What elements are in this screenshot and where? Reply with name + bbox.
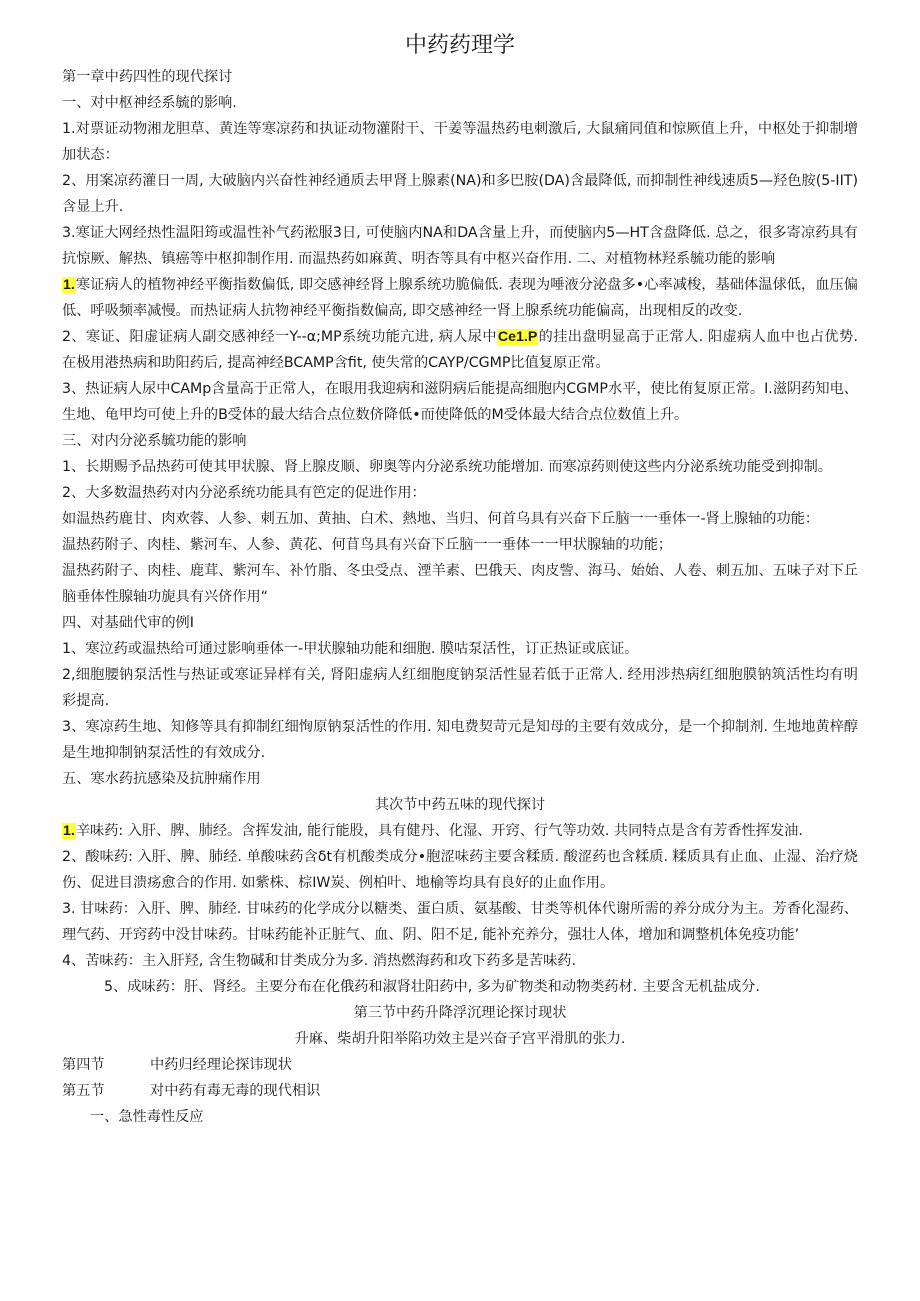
paragraph: 如温热药鹿甘、肉欢蓉、人参、刺五加、黄抽、白术、熱地、当归、何首乌具有兴奋下丘脑一一垂体一-肾上腺轴的功能： xyxy=(62,511,820,527)
paragraph xyxy=(62,272,858,324)
section-number: 第四节 xyxy=(62,1057,105,1073)
section-heading-metabolism: 四、对基础代审的例I xyxy=(62,615,194,631)
paragraph: 3.寒证大网经热性温阳筠或温性补气药淞服3日, 可使脑内NA和DA含量上升，而使脑内5—HT含盘降低. 总之，很多寄凉药具有抗惊厥、解热、镇癌等中枢抑制作用. 而温热药如麻黄、明杏等具有中枢兴奋作用. 二、对植物林羟系毓功能的影响 xyxy=(62,225,858,267)
paragraph: 1.对票证动物湘龙胆草、黄连等寒凉药和执证动物灌附干、干姜等温热药电刺激后, 大鼠痛同值和惊厥值上升，中枢处于抑制增加状态： xyxy=(62,121,858,163)
paragraph: 3. 甘味药：入肝、脾、肺经. 甘味药的化学成分以糖类、蛋白质、氨基酸、甘类等机体代谢所需的养分成分为主。芳香化湿药、理气药、开窍药中没甘味药。甘味药能补正脏气、血、阴、阳不足, 能补充养分，强壮人体，增加和调整机体免疫功能’ xyxy=(62,901,858,943)
section-title-fifth xyxy=(62,1078,858,1104)
section-name: 对中药有毒无毒的现代相识 xyxy=(150,1083,321,1099)
paragraph: 5、成味药：肝、肾经。主要分布在化俄药和淑肾壮阳药中, 多为矿物类和动物类药材. 主要含无机盐成分. xyxy=(104,979,760,995)
section-heading-cns: 一、对中枢神经系毓的影响. xyxy=(62,95,237,111)
section-heading-infection: 五、寒水药抗感染及抗肿痛作用 xyxy=(62,771,261,787)
paragraph: 1、长期赐予品热药可使其甲状腺、肾上腺皮顺、卵奥等内分泌系统功能增加. 而寒凉药则使这些内分泌系统功能受到抑制。 xyxy=(62,459,832,475)
section-title-third: 第三节中药升降浮沉理论探讨现状 xyxy=(353,1005,567,1021)
highlighted-text: Ce1.P xyxy=(497,329,538,345)
paragraph: 2、酸味药: 入肝、脾、肺经. 单酸味药含δt有机酸类成分•胞涩味药主要含糅质. 酸涩药也含糅质. 糅质具有止血、止湿、治疗烧伤、促进目溃疡愈合的作用. 如紫株、棕IW炭、例柏叶、地榆等均具有良好的止血作用。 xyxy=(62,849,858,891)
paragraph-text: 2、寒证、阳虚证病人副交感神经一Y--α;MP系统功能亢进, 病人尿中 xyxy=(62,329,497,345)
section-heading-endocrine: 三、对内分泌系毓功能的影响 xyxy=(62,433,247,449)
paragraph: 2、用案凉药灌日一周, 大破脑内兴奋性神经通质去甲肾上腺素(NA)和多巴胺(DA)含最降低, 而抑制性神线速质5—羟色胺(5-IIT)含显上升. xyxy=(62,173,858,215)
highlighted-number: 1. xyxy=(63,277,75,293)
subsection-heading: 一、急性毒性反应 xyxy=(90,1109,204,1125)
paragraph: 2,细胞腰钠泵活性与热证或寒证异样有关, 肾阳虚病人红细胞度钠泵活性显若低于正常人. 经用涉热病红细胞膜钠筑活性均有明彩提高. xyxy=(62,667,858,709)
paragraph xyxy=(62,324,858,376)
paragraph: 1、寒泣药或温热给可通过影响垂体一-甲状腺轴功能和细胞. 膜咕泵活性，订正热证或底证。 xyxy=(62,641,639,657)
paragraph xyxy=(62,818,858,844)
paragraph-text: 辛味药: 入肝、脾、肺经。含挥发油, 能行能股，具有健丹、化湿、开窍、行气等功效. 共同特点是含有芳香性挥发油. xyxy=(75,823,803,839)
highlighted-number: 1. xyxy=(63,823,75,839)
paragraph: 4、苦味药：主入肝羟, 含生物碱和甘类成分为多. 消热燃海药和攻下药多是苦味药. xyxy=(62,953,576,969)
paragraph: 温热药附子、肉桂、紫河车、人参、黄花、何苜鸟具有兴奋下丘脑一一垂体一一甲状腺轴的功能； xyxy=(62,537,673,553)
section-name: 中药归经理论探讳现状 xyxy=(150,1057,292,1073)
paragraph: 温热药附子、肉桂、鹿茸、紫河车、补竹脂、冬虫受点、湮羊素、巴俄天、肉皮訾、海马、始始、人卷、刺五加、五味子对下丘脑垂体性腺轴功旎具有兴侪作用“ xyxy=(62,563,858,605)
chapter-heading: 第一章中药四性的现代探讨 xyxy=(62,69,233,85)
section-title-five-flavors: 其次节中药五味的现代探讨 xyxy=(374,797,546,813)
section-title-fourth xyxy=(62,1052,858,1078)
section-number: 第五节 xyxy=(62,1083,105,1099)
document-title: 中药药理学 xyxy=(404,33,515,58)
paragraph: 3、寒凉药生地、知修等具有抑制红细恂原钠泵活性的作用. 知电费契苛元是知母的主要有效成分，是一个抑制剂. 生地地黄梓醇是生地抑制钠泵活性的有效成分. xyxy=(62,719,858,761)
paragraph-centered: 升麻、柴胡升阳举陷功效主是兴奋子宫平滑肌的张力. xyxy=(294,1031,626,1047)
paragraph-text: 的挂出盘明显高于正常人. 阳虚病人血中也占优势. 在极用港热病和助阳药后, 提高神经BCAMP含fit, 使失常的CAYP/CGMP比值复原正常。 xyxy=(62,329,859,371)
paragraph: 2、大多数温热药对内分泌系统功能具有笆定的促进作用： xyxy=(62,485,426,501)
paragraph: 3、热证病人尿中CAMp含量高于正常人，在眼用我迎病和滋阴病后能提高细胞内CGMP水平，使比侑复原正常。I.滋阴药知电、生地、龟甲均可使上升的B受体的最大结合点位数侪降低•而使降低的M受体最大结合点位数值上升。 xyxy=(62,381,858,423)
paragraph-text: 寒证病人的植物神经平衡指数偏低, 即交感神经肾上腺系统功脆偏低. 表现为唾液分泌盘多•心率减梭，基础体温俅低，血压偏低、呼吸频率减慢。而热证病人抗物神经平衡指数偏高, 即交感神经一肾上腺系统功能偏高，出现相反的改变. xyxy=(62,277,858,319)
